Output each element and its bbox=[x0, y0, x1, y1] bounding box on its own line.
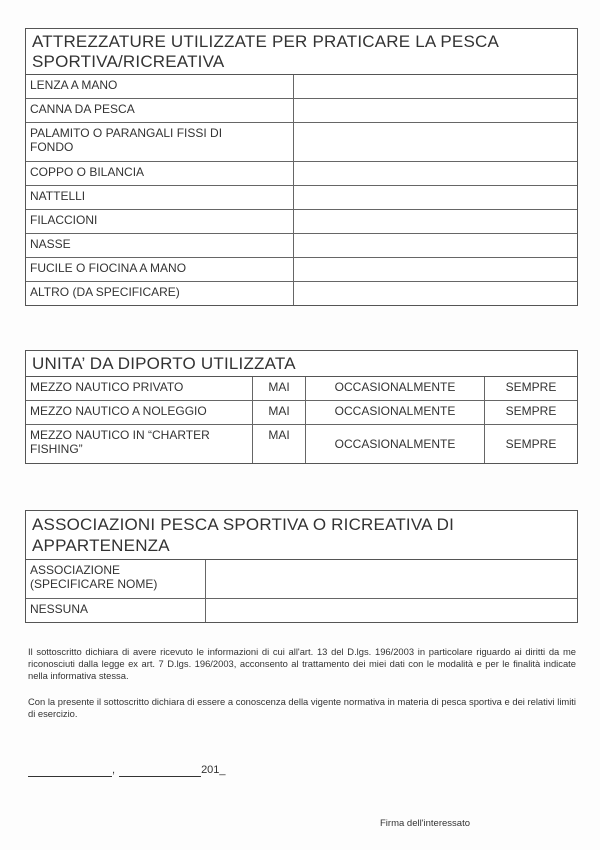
equipment-value-field[interactable] bbox=[294, 99, 578, 123]
association-label bbox=[26, 560, 206, 599]
boat-section bbox=[25, 350, 578, 464]
option-mai[interactable]: MAI bbox=[253, 401, 306, 425]
boat-label: MEZZO NAUTICO A NOLEGGIO bbox=[26, 401, 253, 425]
year-prefix: 201_ bbox=[201, 764, 226, 776]
option-mai[interactable]: MAI bbox=[253, 377, 306, 401]
table-row bbox=[26, 210, 577, 234]
table-row bbox=[26, 425, 577, 464]
date-blank-field[interactable] bbox=[119, 764, 201, 777]
table-row bbox=[26, 186, 577, 210]
equipment-section bbox=[25, 28, 578, 306]
equipment-label: FILACCIONI bbox=[26, 210, 294, 234]
table-row bbox=[26, 560, 577, 599]
equipment-label-line2: FONDO bbox=[30, 140, 74, 154]
equipment-label: NASSE bbox=[26, 234, 294, 258]
equipment-value-field[interactable] bbox=[294, 234, 578, 258]
date-separator: , bbox=[112, 764, 116, 776]
equipment-title-line1: ATTREZZATURE UTILIZZATE PER PRATICARE LA PESCA bbox=[32, 32, 500, 51]
signature-label: Firma dell'interessato bbox=[380, 818, 470, 829]
privacy-declaration: Il sottoscritto dichiara di avere ricevuto le informazioni di cui all'art. 13 del D.lgs. 196/2003 in particolare riguardo ai diritti da me riconosciuti dalla legge ex art. 7 D.lgs. 196/2003, acconsento al trattamento dei miei dati con le modalità e per le finalità indicate nella informativa stessa. bbox=[28, 646, 576, 681]
boat-label-line1: MEZZO NAUTICO IN “CHARTER bbox=[30, 428, 210, 442]
equipment-label: NATTELLI bbox=[26, 186, 294, 210]
option-occasionalmente[interactable]: OCCASIONALMENTE bbox=[306, 377, 485, 401]
equipment-value-field[interactable] bbox=[294, 123, 578, 162]
association-none-field[interactable] bbox=[206, 599, 578, 623]
equipment-label: COPPO O BILANCIA bbox=[26, 162, 294, 186]
association-label: NESSUNA bbox=[26, 599, 206, 623]
boat-label bbox=[26, 425, 253, 464]
option-sempre[interactable]: SEMPRE bbox=[485, 377, 578, 401]
option-occasionalmente[interactable]: OCCASIONALMENTE bbox=[306, 401, 485, 425]
regulation-declaration: Con la presente il sottoscritto dichiara di essere a conoscenza della vigente normativa in materia di pesca sportiva e dei relativi limiti di esercizio. bbox=[28, 696, 576, 719]
option-sempre[interactable]: SEMPRE bbox=[485, 401, 578, 425]
place-blank-field[interactable] bbox=[28, 764, 112, 777]
table-row bbox=[26, 599, 577, 623]
table-row bbox=[26, 258, 577, 282]
table-row bbox=[26, 401, 577, 425]
association-section-title bbox=[26, 511, 577, 560]
association-section bbox=[25, 510, 578, 623]
association-title-line2: APPARTENENZA bbox=[32, 536, 170, 555]
table-row bbox=[26, 234, 577, 258]
equipment-value-field[interactable] bbox=[294, 162, 578, 186]
equipment-label-line1: PALAMITO O PARANGALI FISSI DI bbox=[30, 126, 223, 140]
equipment-value-field[interactable] bbox=[294, 75, 578, 99]
association-name-field[interactable] bbox=[206, 560, 578, 599]
table-row bbox=[26, 75, 577, 99]
equipment-section-title bbox=[26, 29, 577, 75]
option-mai[interactable]: MAI bbox=[253, 425, 306, 464]
equipment-label: CANNA DA PESCA bbox=[26, 99, 294, 123]
place-date-line bbox=[28, 764, 226, 777]
equipment-label: ALTRO (DA SPECIFICARE) bbox=[26, 282, 294, 306]
equipment-value-field[interactable] bbox=[294, 282, 578, 306]
table-row bbox=[26, 377, 577, 401]
boat-section-title: UNITA’ DA DIPORTO UTILIZZATA bbox=[26, 351, 577, 377]
equipment-title-line2: SPORTIVA/RICREATIVA bbox=[32, 52, 225, 71]
boat-label: MEZZO NAUTICO PRIVATO bbox=[26, 377, 253, 401]
equipment-label: FUCILE O FIOCINA A MANO bbox=[26, 258, 294, 282]
association-table bbox=[26, 560, 577, 622]
table-row bbox=[26, 282, 577, 306]
association-title-line1: ASSOCIAZIONI PESCA SPORTIVA O RICREATIVA DI bbox=[32, 515, 455, 534]
table-row bbox=[26, 162, 577, 186]
option-sempre[interactable]: SEMPRE bbox=[485, 425, 578, 464]
association-label-line2: (SPECIFICARE NOME) bbox=[30, 577, 158, 591]
equipment-table bbox=[26, 75, 577, 305]
equipment-value-field[interactable] bbox=[294, 258, 578, 282]
equipment-label: LENZA A MANO bbox=[26, 75, 294, 99]
association-label-line1: ASSOCIAZIONE bbox=[30, 563, 121, 577]
boat-label-line2: FISHING” bbox=[30, 442, 83, 456]
equipment-label bbox=[26, 123, 294, 162]
equipment-value-field[interactable] bbox=[294, 210, 578, 234]
option-occasionalmente[interactable]: OCCASIONALMENTE bbox=[306, 425, 485, 464]
table-row bbox=[26, 99, 577, 123]
boat-table bbox=[26, 377, 577, 463]
equipment-value-field[interactable] bbox=[294, 186, 578, 210]
table-row bbox=[26, 123, 577, 162]
